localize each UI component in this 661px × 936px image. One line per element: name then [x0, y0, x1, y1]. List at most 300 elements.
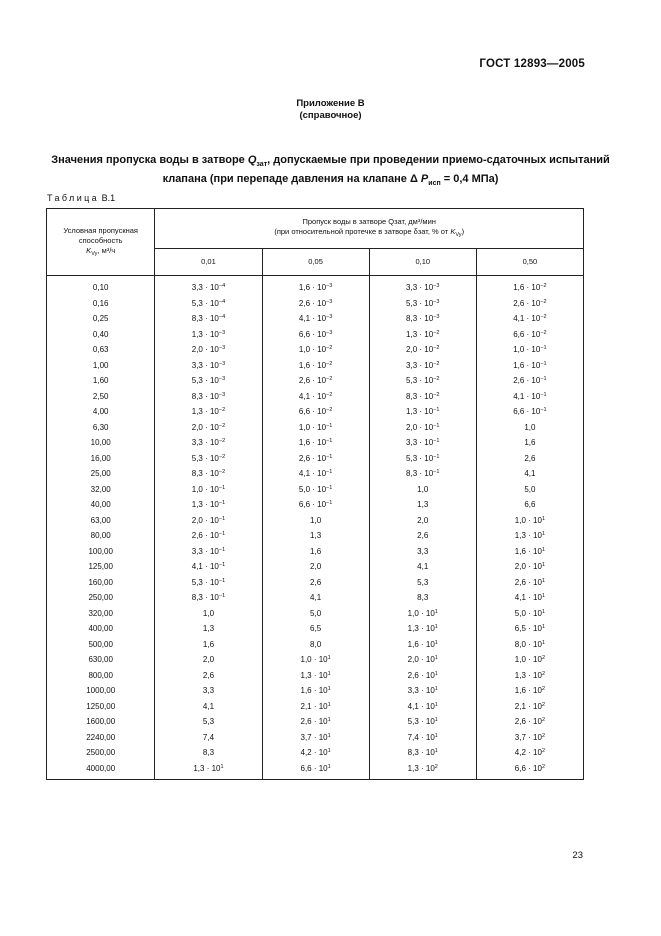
- exponent: 1: [434, 732, 438, 739]
- exponent: −2: [540, 314, 547, 321]
- capacity-value: 1,00: [47, 358, 155, 374]
- leakage-value: [155, 606, 262, 622]
- mantissa: 1,6: [513, 360, 525, 370]
- document-standard-number: ГОСТ 12893—2005: [479, 58, 585, 70]
- mantissa: 2,0: [417, 515, 429, 525]
- mantissa: 2,1: [300, 701, 312, 711]
- capacity-value: 32,00: [47, 482, 155, 498]
- leakage-value: $2,6 \cdot 10^{-2}$: [262, 373, 369, 389]
- table-row: [47, 714, 584, 730]
- mantissa: 6,6: [300, 763, 312, 773]
- mantissa: 1,0: [524, 422, 536, 432]
- table-row: [47, 276, 584, 296]
- table-row: [47, 528, 584, 544]
- mantissa: 1,6: [298, 283, 311, 293]
- exponent: 1: [541, 546, 545, 553]
- leakage-value: $3,3 \cdot 10^{-2}$: [369, 358, 476, 374]
- capacity-value: 2,50: [47, 389, 155, 405]
- table-row: [47, 389, 584, 405]
- leakage-value: [155, 637, 262, 653]
- mantissa: 2,6: [298, 453, 311, 463]
- exponent: −3: [218, 391, 226, 398]
- leakage-value: $2,6 \cdot 10^1$: [262, 714, 369, 730]
- mantissa: 5,3: [191, 453, 203, 463]
- capacity-value: 6,30: [47, 420, 155, 436]
- leakage-value: [262, 544, 369, 560]
- exponent: −1: [326, 500, 333, 507]
- exponent: −1: [540, 391, 547, 398]
- mantissa: 8,3: [407, 748, 419, 758]
- mantissa: 4,1: [298, 314, 311, 324]
- title-part2: , допускаемые при проведении приемо-сдаточных испытаний клапана (при перепаде давления на клапане: [162, 154, 610, 186]
- leakage-value: $2,6 \cdot 10^{-1}$: [476, 373, 583, 389]
- capacity-value: 100,00: [47, 544, 155, 560]
- exponent: 1: [434, 608, 438, 615]
- mantissa: 5,3: [406, 453, 418, 463]
- exponent: 2: [541, 732, 545, 739]
- leakage-value: $1,3 \cdot 10^{-3}$: [155, 327, 262, 343]
- capacity-value: 0,16: [47, 296, 155, 312]
- exponent: −1: [326, 453, 333, 460]
- capacity-value: 125,00: [47, 559, 155, 575]
- capacity-header-k: K: [86, 245, 92, 255]
- leakage-value: [155, 668, 262, 684]
- mantissa: 3,7: [300, 732, 312, 742]
- exponent: 1: [541, 593, 545, 600]
- leakage-value: $5,3 \cdot 10^{-3}$: [369, 296, 476, 312]
- leakage-value: $1,6 \cdot 10^{-3}$: [262, 276, 369, 296]
- leakage-value: $6,6 \cdot 10^{-2}$: [476, 327, 583, 343]
- exponent: 1: [327, 701, 331, 708]
- table-row: [47, 497, 584, 513]
- mantissa: 3,3: [191, 546, 203, 556]
- capacity-value: 500,00: [47, 637, 155, 653]
- mantissa: 1,0: [298, 422, 311, 432]
- table-row: [47, 513, 584, 529]
- leakage-value: $2,0 \cdot 10^{-2}$: [155, 420, 262, 436]
- exponent: −3: [326, 283, 333, 290]
- leakage-value: [155, 683, 262, 699]
- mantissa: 1,0: [202, 608, 215, 618]
- mantissa: 2,0: [191, 422, 203, 432]
- exponent: −1: [218, 515, 226, 522]
- table-caption-word: Таблица: [47, 193, 100, 203]
- mantissa: 6,6: [513, 329, 525, 339]
- table-row: [47, 466, 584, 482]
- table-row: [47, 668, 584, 684]
- table-row: [47, 435, 584, 451]
- exponent: −3: [433, 314, 440, 321]
- leakage-value: $4,2 \cdot 10^1$: [262, 745, 369, 761]
- leakage-value: $3,3 \cdot 10^{-3}$: [155, 358, 262, 374]
- exponent: −3: [218, 360, 226, 367]
- table-row: [47, 404, 584, 420]
- exponent: −3: [433, 298, 440, 305]
- leakage-value: $1,0 \cdot 10^{-1}$: [262, 420, 369, 436]
- mantissa: 2,6: [298, 298, 311, 308]
- leakage-value: [476, 482, 583, 498]
- leak-header-2: 0,10: [369, 249, 476, 276]
- capacity-value: 1000,00: [47, 683, 155, 699]
- table-row: [47, 730, 584, 746]
- mantissa: 8,3: [406, 314, 418, 324]
- mantissa: 4,1: [513, 391, 525, 401]
- exponent: −2: [218, 422, 226, 429]
- exponent: −2: [540, 283, 547, 290]
- leakage-value: [155, 621, 262, 637]
- exponent: −2: [326, 345, 333, 352]
- table-row: [47, 559, 584, 575]
- leakage-value: $4,1 \cdot 10^{-1}$: [262, 466, 369, 482]
- leakage-value: $6,6 \cdot 10^2$: [476, 761, 583, 780]
- leakage-value: $8,3 \cdot 10^1$: [369, 745, 476, 761]
- mantissa: 2,0: [191, 345, 203, 355]
- leakage-value: $1,6 \cdot 10^1$: [262, 683, 369, 699]
- mantissa: 5,3: [417, 577, 429, 587]
- table-row: [47, 420, 584, 436]
- leakage-value: [476, 451, 583, 467]
- leakage-value: $1,3 \cdot 10^{-2}$: [155, 404, 262, 420]
- capacity-value: 4000,00: [47, 761, 155, 780]
- leakage-value: $2,6 \cdot 10^{-2}$: [476, 296, 583, 312]
- exponent: −1: [540, 345, 547, 352]
- leakage-value: $3,3 \cdot 10^{-4}$: [155, 276, 262, 296]
- mantissa: 1,6: [310, 546, 322, 556]
- mantissa: 1,6: [407, 639, 419, 649]
- capacity-value: 400,00: [47, 621, 155, 637]
- mantissa: 1,6: [202, 639, 215, 649]
- leakage-value: [369, 575, 476, 591]
- mantissa: 1,0: [407, 608, 419, 618]
- exponent: 1: [434, 655, 438, 662]
- exponent: 2: [541, 763, 545, 770]
- exponent: −4: [218, 314, 226, 321]
- mantissa: 4,1: [407, 701, 419, 711]
- leakage-value: $3,3 \cdot 10^{-3}$: [369, 276, 476, 296]
- table-row: [47, 637, 584, 653]
- table-row: [47, 296, 584, 312]
- leakage-value: $1,0 \cdot 10^1$: [369, 606, 476, 622]
- table-row: [47, 544, 584, 560]
- mantissa: 1,3: [407, 763, 419, 773]
- mantissa: 4,1: [524, 469, 536, 479]
- exponent: 1: [541, 515, 545, 522]
- mantissa: 2,1: [514, 701, 526, 711]
- leakage-value: $3,3 \cdot 10^{-1}$: [369, 435, 476, 451]
- annex-heading: [0, 98, 661, 122]
- leakage-value: $2,0 \cdot 10^{-2}$: [369, 342, 476, 358]
- mantissa: 4,1: [310, 593, 322, 603]
- mantissa: 8,3: [406, 391, 418, 401]
- mantissa: 1,3: [514, 670, 526, 680]
- table-row: [47, 342, 584, 358]
- annex-title: Приложение В: [296, 98, 365, 109]
- exponent: −1: [433, 422, 440, 429]
- mantissa: 1,6: [298, 360, 311, 370]
- mantissa: 5,0: [514, 608, 526, 618]
- leakage-value: $2,6 \cdot 10^1$: [369, 668, 476, 684]
- leakage-table-body: [47, 276, 584, 780]
- mantissa: 8,0: [310, 639, 322, 649]
- mantissa: 1,0: [300, 655, 312, 665]
- title-delta-symbol: Δ: [409, 173, 418, 186]
- leakage-value: $2,6 \cdot 10^{-3}$: [262, 296, 369, 312]
- mantissa: 1,3: [310, 531, 322, 541]
- capacity-value: 0,63: [47, 342, 155, 358]
- leakage-value: [369, 497, 476, 513]
- exponent: 1: [327, 655, 331, 662]
- table-row: [47, 621, 584, 637]
- exponent: 1: [541, 562, 545, 569]
- mantissa: 8,3: [191, 314, 203, 324]
- exponent: −3: [218, 376, 226, 383]
- exponent: 1: [327, 748, 331, 755]
- leakage-value: $2,0 \cdot 10^1$: [476, 559, 583, 575]
- mantissa: 2,0: [406, 422, 418, 432]
- exponent: −1: [433, 469, 440, 476]
- exponent: −1: [218, 562, 226, 569]
- leakage-value: $8,3 \cdot 10^{-1}$: [369, 466, 476, 482]
- table-row: [47, 652, 584, 668]
- mantissa: 1,3: [406, 407, 418, 417]
- exponent: 1: [541, 624, 545, 631]
- title-p-symbol: P: [420, 173, 429, 186]
- exponent: −3: [326, 298, 333, 305]
- mantissa: 1,6: [300, 686, 312, 696]
- mantissa: 7,4: [407, 732, 419, 742]
- exponent: 1: [434, 639, 438, 646]
- mantissa: 1,0: [513, 345, 525, 355]
- capacity-value: 0,40: [47, 327, 155, 343]
- mantissa: 1,0: [310, 515, 322, 525]
- mantissa: 2,0: [406, 345, 418, 355]
- leakage-value: [155, 652, 262, 668]
- leakage-value: $5,3 \cdot 10^1$: [369, 714, 476, 730]
- leakage-value: $2,6 \cdot 10^{-1}$: [155, 528, 262, 544]
- exponent: 1: [220, 763, 224, 770]
- title-p-subscript: исп: [428, 180, 441, 188]
- capacity-value: 1,60: [47, 373, 155, 389]
- mantissa: 6,5: [310, 624, 322, 634]
- mantissa: 1,6: [513, 283, 525, 293]
- leakage-value: $1,3 \cdot 10^{-2}$: [369, 327, 476, 343]
- mantissa: 8,3: [191, 469, 203, 479]
- exponent: −3: [326, 314, 333, 321]
- exponent: −1: [326, 484, 333, 491]
- table-caption: [47, 193, 115, 203]
- capacity-value: 1600,00: [47, 714, 155, 730]
- leakage-value: [262, 528, 369, 544]
- leakage-value: $4,1 \cdot 10^{-1}$: [155, 559, 262, 575]
- exponent: −1: [326, 438, 333, 445]
- mantissa: 1,3: [202, 624, 215, 634]
- leakage-value: $1,3 \cdot 10^1$: [369, 621, 476, 637]
- table-row: [47, 451, 584, 467]
- mantissa: 4,2: [300, 748, 312, 758]
- leakage-value: $1,0 \cdot 10^1$: [476, 513, 583, 529]
- mantissa: 4,1: [202, 701, 215, 711]
- mantissa: 2,6: [298, 376, 311, 386]
- capacity-value: 0,10: [47, 276, 155, 296]
- mantissa: 1,3: [191, 329, 203, 339]
- exponent: −4: [218, 283, 226, 290]
- title-q-symbol: Q: [247, 154, 257, 166]
- capacity-column-header: [47, 209, 155, 276]
- leakage-value: [369, 513, 476, 529]
- leakage-value: [262, 606, 369, 622]
- mantissa: 3,3: [406, 283, 418, 293]
- exponent: −1: [326, 469, 333, 476]
- mantissa: 4,1: [298, 391, 311, 401]
- capacity-value: 320,00: [47, 606, 155, 622]
- exponent: −2: [218, 453, 226, 460]
- mantissa: 2,6: [514, 577, 526, 587]
- mantissa: 3,3: [191, 360, 203, 370]
- exponent: −1: [433, 453, 440, 460]
- mantissa: 1,3: [407, 624, 419, 634]
- leakage-value: [262, 575, 369, 591]
- leakage-value: $2,0 \cdot 10^{-1}$: [155, 513, 262, 529]
- annex-subtitle: (справочное): [299, 110, 362, 121]
- leakage-value: [476, 420, 583, 436]
- leak-header-3: 0,50: [476, 249, 583, 276]
- mantissa: 4,1: [298, 469, 311, 479]
- leakage-value: [369, 559, 476, 575]
- mantissa: 5,3: [406, 376, 418, 386]
- leakage-value: $1,6 \cdot 10^1$: [369, 637, 476, 653]
- mantissa: 3,7: [514, 732, 526, 742]
- exponent: 1: [434, 686, 438, 693]
- leak-header-1: 0,05: [262, 249, 369, 276]
- table-row: [47, 482, 584, 498]
- leakage-value: $1,0 \cdot 10^1$: [262, 652, 369, 668]
- leakage-value: $1,6 \cdot 10^1$: [476, 544, 583, 560]
- capacity-value: 16,00: [47, 451, 155, 467]
- leakage-value: $5,0 \cdot 10^{-1}$: [262, 482, 369, 498]
- title-q-subscript: зат: [256, 161, 268, 169]
- leakage-value: $1,6 \cdot 10^{-2}$: [262, 358, 369, 374]
- exponent: −1: [433, 407, 440, 414]
- exponent: −3: [218, 345, 226, 352]
- leakage-value: [476, 435, 583, 451]
- mantissa: 1,6: [514, 546, 526, 556]
- exponent: −3: [433, 283, 440, 290]
- mantissa: 5,0: [310, 608, 322, 618]
- mantissa: 4,1: [513, 314, 525, 324]
- mantissa: 2,6: [417, 531, 429, 541]
- leak-header-0: 0,01: [155, 249, 262, 276]
- mantissa: 5,0: [298, 484, 311, 494]
- mantissa: 2,6: [300, 717, 312, 727]
- mantissa: 2,0: [310, 562, 322, 572]
- leakage-value: $8,3 \cdot 10^{-2}$: [155, 466, 262, 482]
- leakage-value: $4,2 \cdot 10^2$: [476, 745, 583, 761]
- leakage-value: [476, 497, 583, 513]
- mantissa: 3,3: [191, 438, 203, 448]
- mantissa: 1,6: [524, 438, 536, 448]
- table-row: [47, 327, 584, 343]
- leakage-value: [262, 637, 369, 653]
- leakage-value: [369, 590, 476, 606]
- exponent: 1: [327, 717, 331, 724]
- mantissa: 3,3: [202, 686, 215, 696]
- exponent: −3: [326, 329, 333, 336]
- capacity-value: 25,00: [47, 466, 155, 482]
- mantissa: 5,0: [524, 484, 536, 494]
- leakage-value: [262, 621, 369, 637]
- mantissa: 5,3: [202, 717, 215, 727]
- leakage-value: $1,3 \cdot 10^1$: [155, 761, 262, 780]
- mantissa: 3,3: [417, 546, 429, 556]
- mantissa: 2,6: [191, 531, 203, 541]
- leakage-value: $3,3 \cdot 10^1$: [369, 683, 476, 699]
- exponent: 2: [434, 763, 438, 770]
- mantissa: 4,1: [191, 562, 203, 572]
- leakage-value: $6,6 \cdot 10^1$: [262, 761, 369, 780]
- leakage-value: [476, 466, 583, 482]
- exponent: 1: [434, 670, 438, 677]
- mantissa: 2,0: [202, 655, 215, 665]
- exponent: 1: [327, 686, 331, 693]
- mantissa: 2,6: [310, 577, 322, 587]
- mantissa: 1,3: [417, 500, 429, 510]
- mantissa: 2,6: [202, 670, 215, 680]
- mantissa: 4,1: [514, 593, 526, 603]
- table-row: [47, 358, 584, 374]
- exponent: −1: [540, 407, 547, 414]
- table-caption-number: В.1: [101, 193, 116, 203]
- mantissa: 5,3: [407, 717, 419, 727]
- mantissa: 4,1: [417, 562, 429, 572]
- table-row: [47, 761, 584, 780]
- leakage-group-header-k: K: [450, 227, 456, 236]
- leakage-value: $3,3 \cdot 10^{-1}$: [155, 544, 262, 560]
- leakage-value: $8,3 \cdot 10^{-4}$: [155, 311, 262, 327]
- mantissa: 2,0: [191, 515, 203, 525]
- leakage-value: $5,3 \cdot 10^{-2}$: [155, 451, 262, 467]
- leakage-value: $6,6 \cdot 10^{-1}$: [262, 497, 369, 513]
- exponent: 2: [541, 686, 545, 693]
- mantissa: 5,3: [406, 298, 418, 308]
- mantissa: 6,6: [298, 329, 311, 339]
- leakage-value: $7,4 \cdot 10^1$: [369, 730, 476, 746]
- leakage-value: $4,1 \cdot 10^1$: [476, 590, 583, 606]
- exponent: −1: [540, 360, 547, 367]
- exponent: −2: [433, 360, 440, 367]
- exponent: −1: [218, 531, 226, 538]
- leakage-value: $1,6 \cdot 10^{-2}$: [476, 276, 583, 296]
- leakage-group-header: [155, 209, 584, 249]
- leakage-value: $2,0 \cdot 10^1$: [369, 652, 476, 668]
- leakage-value: $1,3 \cdot 10^2$: [476, 668, 583, 684]
- exponent: −2: [218, 469, 226, 476]
- exponent: 1: [327, 763, 331, 770]
- leakage-value: $5,0 \cdot 10^1$: [476, 606, 583, 622]
- leakage-value: [262, 590, 369, 606]
- mantissa: 3,3: [406, 438, 418, 448]
- mantissa: 8,3: [191, 593, 203, 603]
- mantissa: 1,0: [514, 655, 526, 665]
- exponent: 1: [434, 701, 438, 708]
- capacity-value: 63,00: [47, 513, 155, 529]
- exponent: −4: [218, 298, 226, 305]
- table-row: [47, 311, 584, 327]
- exponent: −1: [540, 376, 547, 383]
- leakage-value: $5,3 \cdot 10^{-3}$: [155, 373, 262, 389]
- leakage-value: $8,0 \cdot 10^1$: [476, 637, 583, 653]
- exponent: 1: [541, 639, 545, 646]
- capacity-value: 1250,00: [47, 699, 155, 715]
